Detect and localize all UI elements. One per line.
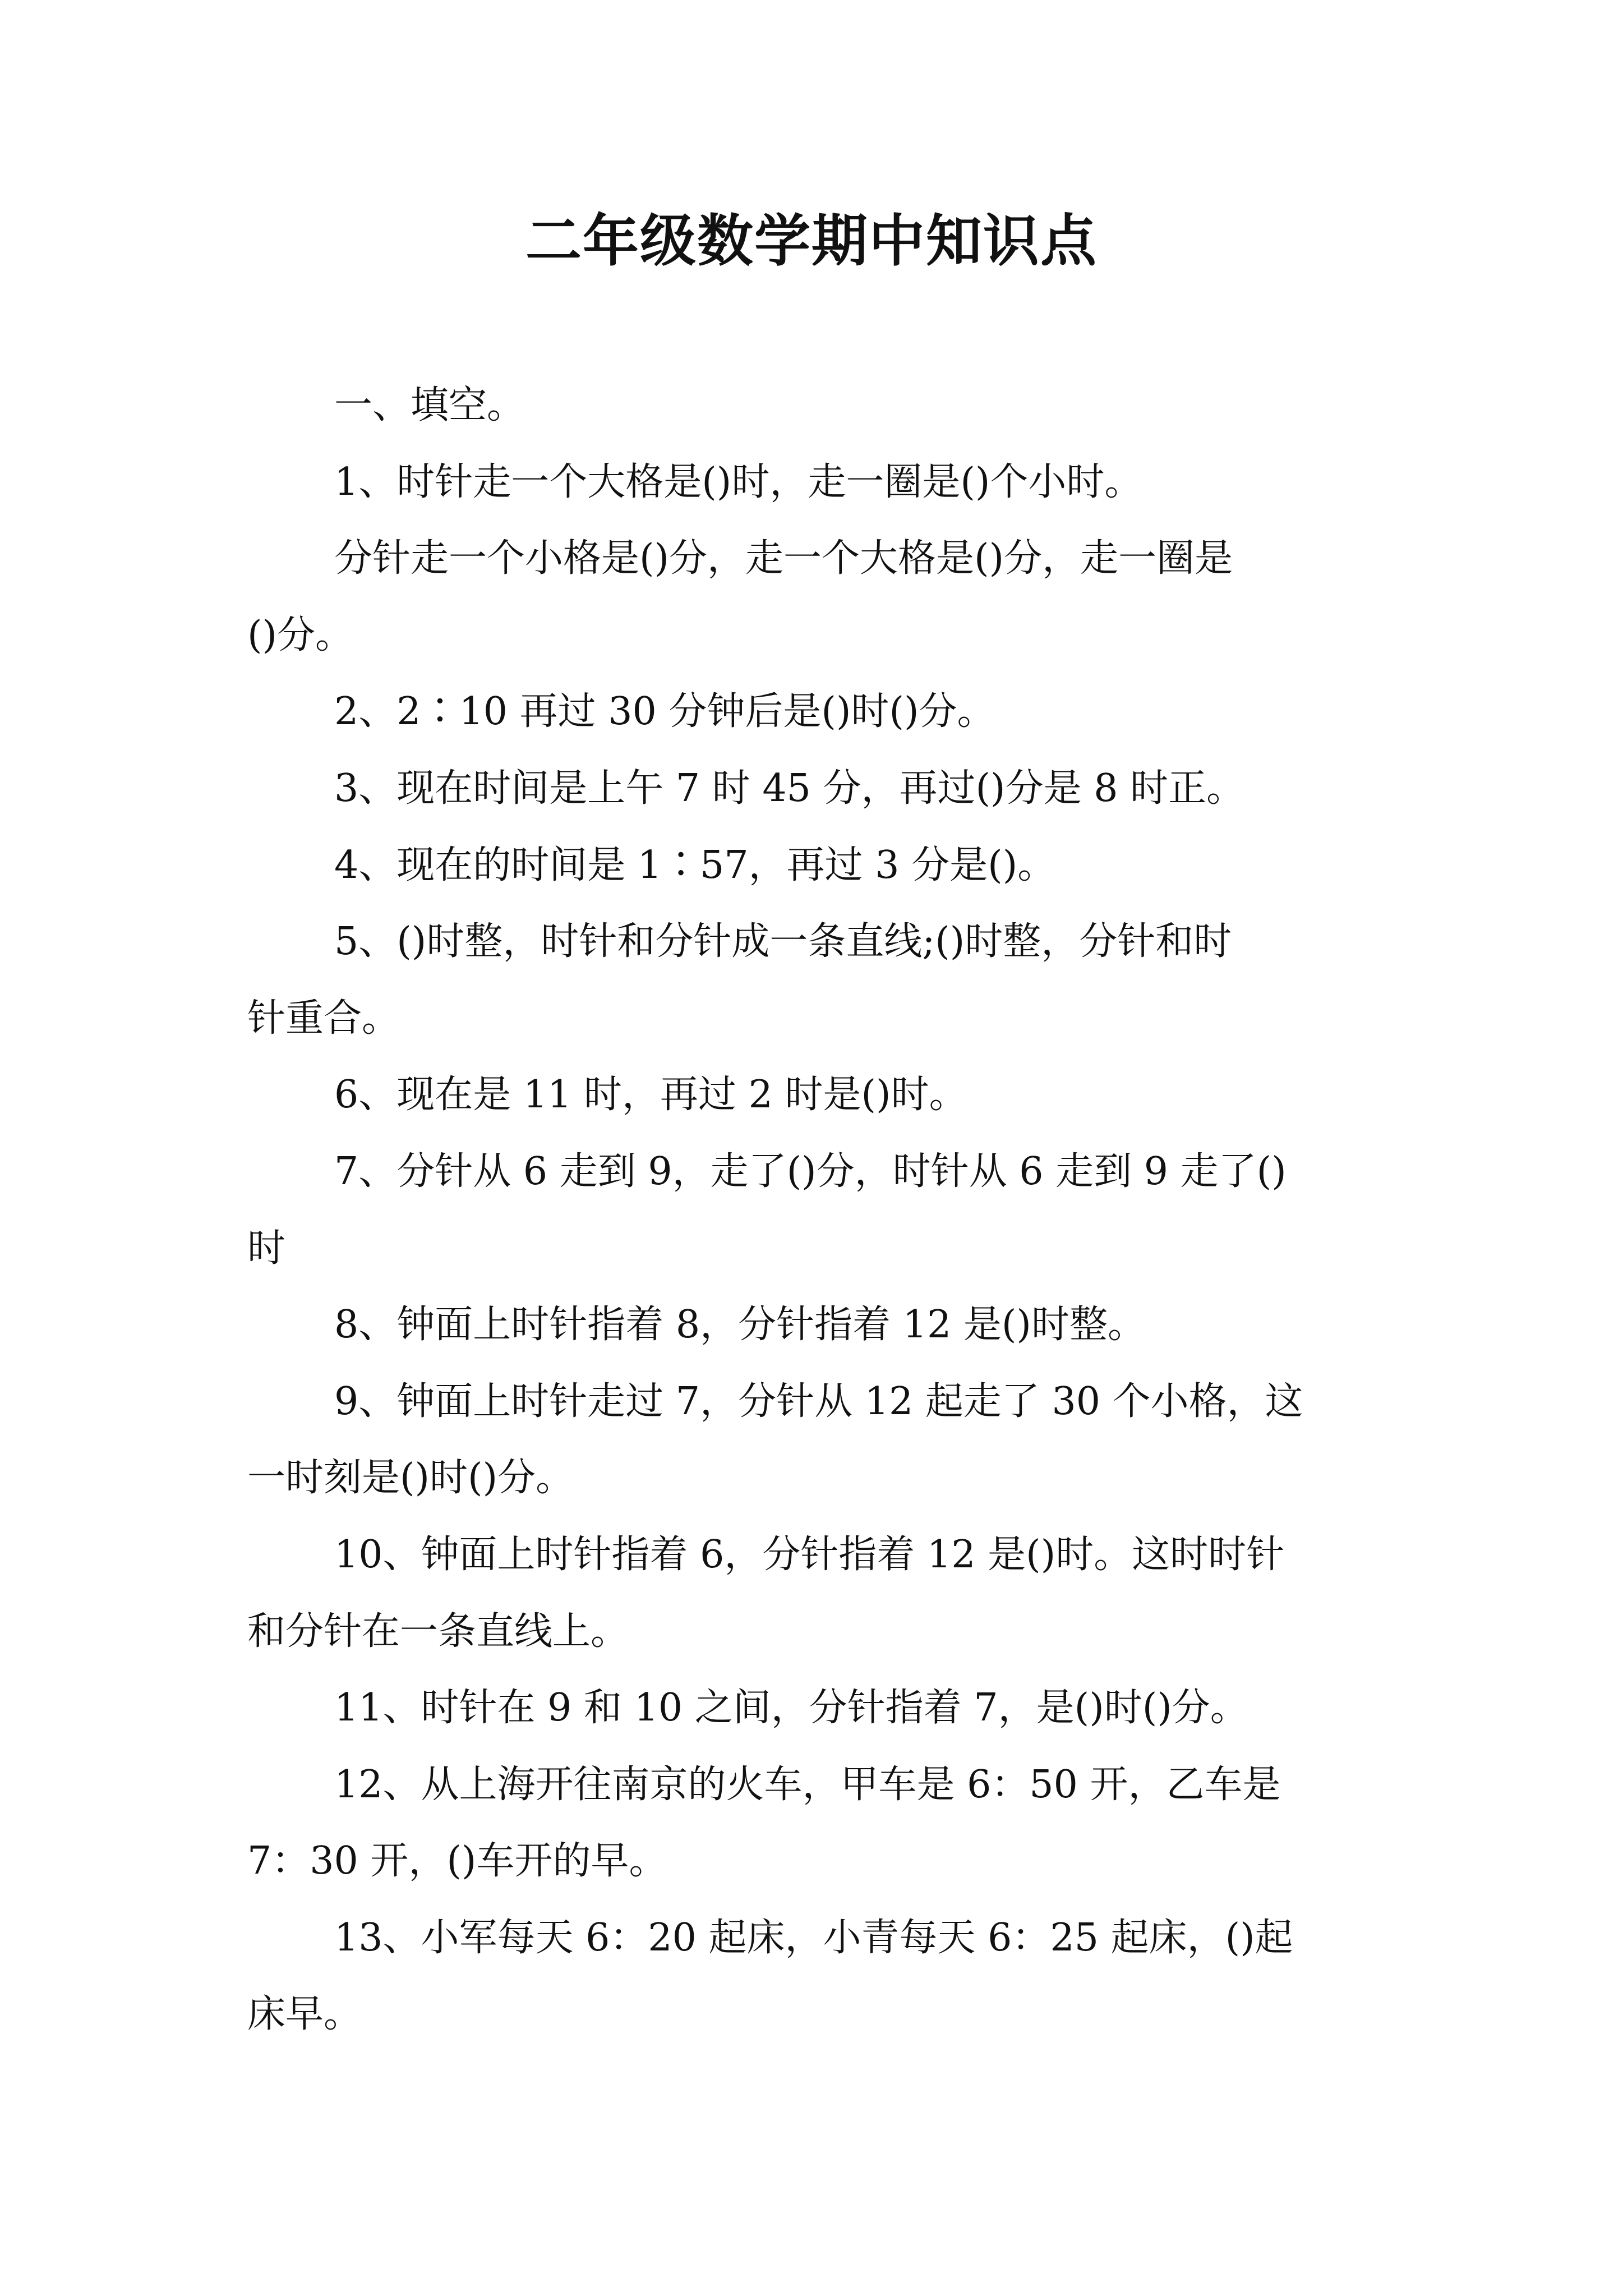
question-line: 4、现在的时间是 1∶57，再过 3 分是()。 [334, 843, 1056, 887]
question-line: 9、钟面上时针走过 7，分针从 12 起走了 30 个小格，这 [334, 1379, 1303, 1424]
question-line: 8、钟面上时针指着 8，分针指着 12 是()时整。 [334, 1303, 1146, 1347]
question-line-continuation: 一时刻是()时()分。 [247, 1456, 574, 1501]
question-line: 3、现在时间是上午 7 时 45 分，再过()分是 8 时正。 [334, 766, 1245, 811]
question-line-continuation: 时 [247, 1226, 286, 1271]
question-line: 5、()时整，时针和分针成一条直线;()时整，分针和时 [334, 919, 1232, 964]
question-line-continuation: 7：30 开，()车开的早。 [247, 1839, 667, 1884]
question-line-continuation: 和分针在一条直线上。 [247, 1609, 629, 1654]
page-title: 二年级数学期中知识点 [525, 208, 1098, 274]
section-heading: 一、填空。 [334, 383, 525, 427]
question-line: 2、2∶10 再过 30 分钟后是()时()分。 [334, 689, 995, 734]
question-line: 12、从上海开往南京的火车，甲车是 6：50 开，乙车是 [334, 1762, 1281, 1807]
question-line-continuation: 针重合。 [247, 996, 400, 1041]
question-line: 分针走一个小格是()分，走一个大格是()分，走一圈是 [334, 536, 1233, 581]
question-line: 6、现在是 11 时，再过 2 时是()时。 [334, 1073, 967, 1117]
question-line: 7、分针从 6 走到 9，走了()分，时针从 6 走到 9 走了() [334, 1149, 1287, 1194]
question-line: 13、小军每天 6：20 起床，小青每天 6：25 起床，()起 [334, 1915, 1293, 1960]
question-line: 10、钟面上时针指着 6，分针指着 12 是()时。这时时针 [334, 1532, 1285, 1577]
document-body [247, 367, 1391, 2053]
question-line: 11、时针在 9 和 10 之间，分针指着 7，是()时()分。 [334, 1686, 1248, 1731]
question-line-continuation: 床早。 [247, 1992, 362, 2037]
question-line: 1、时针走一个大格是()时，走一圈是()个小时。 [334, 459, 1143, 504]
question-line-continuation: ()分。 [247, 613, 354, 657]
